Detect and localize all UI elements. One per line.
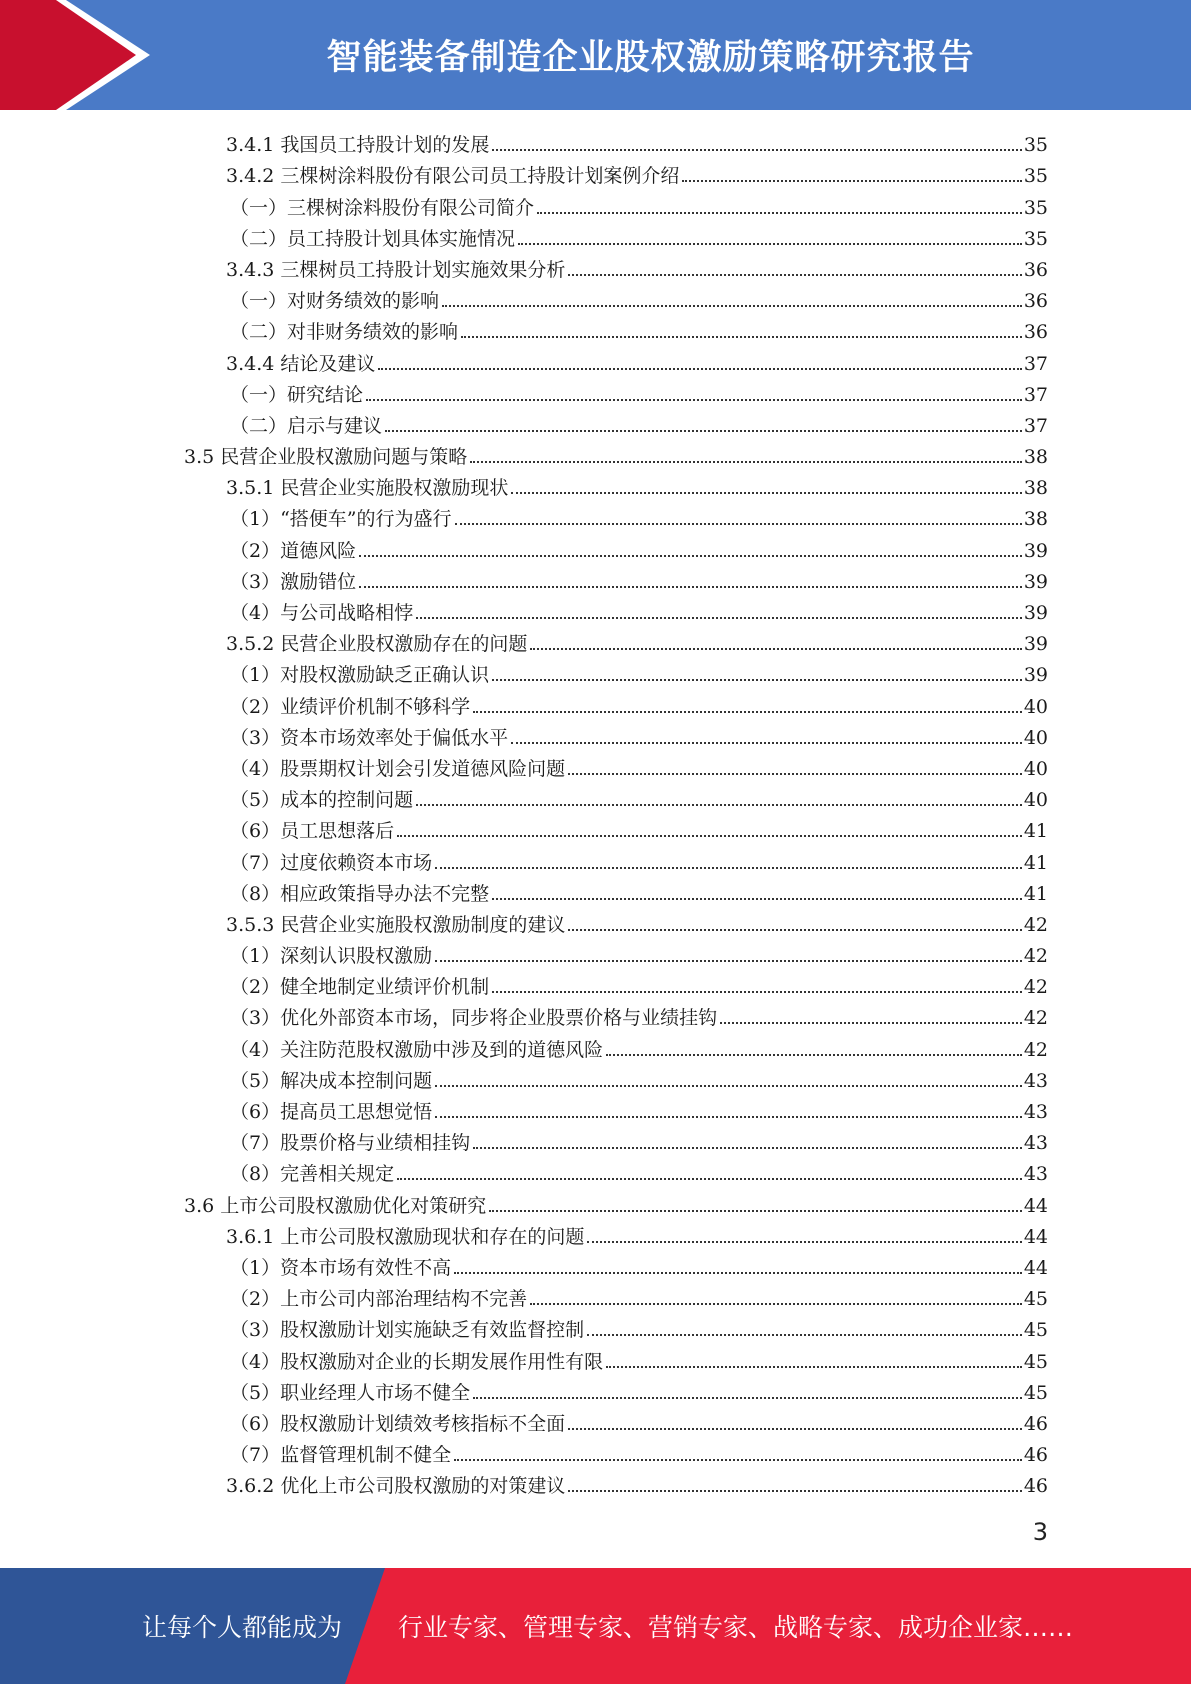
toc-entry[interactable] xyxy=(184,1469,1048,1500)
toc-entry[interactable] xyxy=(184,845,1048,876)
toc-entry-title: （5）职业经理人市场不健全 xyxy=(230,1381,471,1404)
toc-dot-leader xyxy=(416,617,1022,619)
toc-entry[interactable] xyxy=(184,1344,1048,1375)
toc-entry-page: 41 xyxy=(1023,820,1048,843)
toc-entry-title: （1）资本市场有效性不高 xyxy=(230,1256,452,1279)
toc-entry[interactable] xyxy=(184,190,1048,221)
toc-entry[interactable] xyxy=(184,1220,1048,1251)
toc-entry-title: （7）监督管理机制不健全 xyxy=(230,1444,452,1467)
toc-entry-page: 37 xyxy=(1023,352,1048,375)
toc-entry[interactable] xyxy=(184,1251,1048,1282)
toc-entry[interactable] xyxy=(184,128,1048,159)
toc-entry-page: 35 xyxy=(1023,165,1048,188)
toc-dot-leader xyxy=(397,1178,1022,1180)
toc-entry-title: （二）对非财务绩效的影响 xyxy=(230,321,459,344)
toc-entry[interactable] xyxy=(184,1376,1048,1407)
toc-entry-title: （7）股票价格与业绩相挂钩 xyxy=(230,1132,471,1155)
toc-entry-page: 45 xyxy=(1023,1350,1048,1373)
toc-entry-title: （4）关注防范股权激励中涉及到的道德风险 xyxy=(230,1038,604,1061)
toc-entry-page: 36 xyxy=(1023,321,1048,344)
page-footer xyxy=(0,1568,1191,1684)
toc-dot-leader xyxy=(530,648,1021,650)
page-header xyxy=(0,0,1191,110)
toc-dot-leader xyxy=(537,212,1022,214)
toc-entry-title: （7）过度依赖资本市场 xyxy=(230,851,433,874)
table-of-contents xyxy=(184,128,1048,1500)
toc-entry[interactable] xyxy=(184,159,1048,190)
toc-entry-page: 39 xyxy=(1023,664,1048,687)
toc-dot-leader xyxy=(397,835,1022,837)
toc-dot-leader xyxy=(568,929,1021,931)
toc-entry[interactable] xyxy=(184,1064,1048,1095)
toc-dot-leader xyxy=(489,1210,1022,1212)
toc-entry-page: 36 xyxy=(1023,290,1048,313)
toc-entry[interactable] xyxy=(184,596,1048,627)
toc-entry[interactable] xyxy=(184,970,1048,1001)
toc-entry[interactable] xyxy=(184,627,1048,658)
toc-entry-title: 3.5.2 民营企业股权激励存在的问题 xyxy=(226,633,528,656)
toc-entry-title: （一）对财务绩效的影响 xyxy=(230,290,440,313)
toc-entry-title: 3.6 上市公司股权激励优化对策研究 xyxy=(184,1194,487,1217)
toc-entry-title: （3）激励错位 xyxy=(230,570,357,593)
toc-entry-title: （1）对股权激励缺乏正确认识 xyxy=(230,664,490,687)
toc-entry[interactable] xyxy=(184,502,1048,533)
toc-entry[interactable] xyxy=(184,1188,1048,1219)
toc-entry-page: 45 xyxy=(1023,1319,1048,1342)
toc-entry[interactable] xyxy=(184,814,1048,845)
toc-entry-page: 38 xyxy=(1023,508,1048,531)
footer-slogan-right: 行业专家、管理专家、营销专家、战略专家、成功企业家…… xyxy=(398,1613,1074,1642)
toc-entry-page: 38 xyxy=(1023,477,1048,500)
toc-entry-title: （1）深刻认识股权激励 xyxy=(230,945,433,968)
toc-dot-leader xyxy=(492,679,1022,681)
toc-entry-page: 43 xyxy=(1023,1069,1048,1092)
toc-entry[interactable] xyxy=(184,689,1048,720)
toc-entry-title: （2）道德风险 xyxy=(230,539,357,562)
toc-entry[interactable] xyxy=(184,533,1048,564)
toc-entry-title: 3.5.1 民营企业实施股权激励现状 xyxy=(226,477,509,500)
toc-entry-title: （5）解决成本控制问题 xyxy=(230,1069,433,1092)
toc-entry-title: 3.6.2 优化上市公司股权激励的对策建议 xyxy=(226,1475,566,1498)
toc-dot-leader xyxy=(473,711,1022,713)
toc-entry-page: 42 xyxy=(1023,1038,1048,1061)
toc-dot-leader xyxy=(518,243,1022,245)
toc-entry-title: （1）“搭便车”的行为盛行 xyxy=(230,508,452,531)
toc-entry-page: 44 xyxy=(1023,1194,1048,1217)
toc-entry-title: （3）股权激励计划实施缺乏有效监督控制 xyxy=(230,1319,585,1342)
toc-dot-leader xyxy=(473,1397,1022,1399)
toc-entry-page: 41 xyxy=(1023,882,1048,905)
toc-entry-page: 42 xyxy=(1023,1007,1048,1030)
toc-entry-title: 3.4.4 结论及建议 xyxy=(226,352,376,375)
toc-entry-title: 3.6.1 上市公司股权激励现状和存在的问题 xyxy=(226,1225,585,1248)
toc-entry-page: 44 xyxy=(1023,1256,1048,1279)
toc-entry-page: 40 xyxy=(1023,726,1048,749)
toc-entry-page: 46 xyxy=(1023,1412,1048,1435)
toc-entry-title: （4）股权激励对企业的长期发展作用性有限 xyxy=(230,1350,604,1373)
toc-entry-page: 39 xyxy=(1023,602,1048,624)
toc-entry-title: （6）股权激励计划绩效考核指标不全面 xyxy=(230,1412,566,1435)
toc-dot-leader xyxy=(435,1116,1022,1118)
toc-dot-leader xyxy=(366,399,1022,401)
toc-dot-leader xyxy=(454,1459,1022,1461)
toc-entry-page: 43 xyxy=(1023,1132,1048,1155)
toc-entry-page: 41 xyxy=(1023,851,1048,874)
toc-entry[interactable] xyxy=(184,222,1048,253)
toc-dot-leader xyxy=(359,555,1022,557)
toc-entry-page: 36 xyxy=(1023,258,1048,281)
toc-dot-leader xyxy=(385,430,1022,432)
toc-entry-title: （一）三棵树涂料股份有限公司简介 xyxy=(230,196,535,219)
toc-entry[interactable] xyxy=(184,721,1048,752)
toc-dot-leader xyxy=(492,149,1021,151)
toc-entry-title: 3.4.2 三棵树涂料股份有限公司员工持股计划案例介绍 xyxy=(226,165,680,188)
toc-entry-page: 43 xyxy=(1023,1101,1048,1123)
toc-entry-title: （二）员工持股计划具体实施情况 xyxy=(230,227,516,250)
toc-dot-leader xyxy=(416,804,1022,806)
toc-entry-page: 42 xyxy=(1023,913,1048,936)
toc-entry-title: （5）成本的控制问题 xyxy=(230,789,414,812)
toc-entry-title: （4）与公司战略相悖 xyxy=(230,602,414,624)
toc-entry[interactable] xyxy=(184,1126,1048,1157)
toc-entry-page: 35 xyxy=(1023,227,1048,250)
toc-entry-page: 40 xyxy=(1023,757,1048,780)
toc-entry-page: 44 xyxy=(1023,1225,1048,1248)
toc-dot-leader xyxy=(473,1147,1022,1149)
toc-entry[interactable] xyxy=(184,939,1048,970)
toc-entry-title: （8）完善相关规定 xyxy=(230,1163,395,1186)
toc-dot-leader xyxy=(378,368,1021,370)
toc-dot-leader xyxy=(568,773,1022,775)
toc-entry[interactable] xyxy=(184,440,1048,471)
toc-entry[interactable] xyxy=(184,877,1048,908)
toc-entry-title: 3.4.3 三棵树员工持股计划实施效果分析 xyxy=(226,258,566,281)
toc-entry-title: （6）员工思想落后 xyxy=(230,820,395,843)
toc-entry[interactable] xyxy=(184,752,1048,783)
toc-entry[interactable] xyxy=(184,1095,1048,1126)
toc-entry-page: 38 xyxy=(1023,446,1048,469)
toc-entry-page: 39 xyxy=(1023,570,1048,593)
toc-entry[interactable] xyxy=(184,1407,1048,1438)
toc-entry-page: 37 xyxy=(1023,414,1048,437)
toc-entry[interactable] xyxy=(184,658,1048,689)
toc-entry-page: 35 xyxy=(1023,196,1048,219)
toc-dot-leader xyxy=(682,180,1021,182)
toc-entry[interactable] xyxy=(184,284,1048,315)
toc-dot-leader xyxy=(442,305,1022,307)
toc-dot-leader xyxy=(606,1054,1022,1056)
toc-entry[interactable] xyxy=(184,346,1048,377)
toc-entry[interactable] xyxy=(184,409,1048,440)
toc-dot-leader xyxy=(454,1272,1022,1274)
toc-entry[interactable] xyxy=(184,315,1048,346)
toc-dot-leader xyxy=(435,960,1022,962)
toc-dot-leader xyxy=(568,1490,1021,1492)
toc-entry-title: （4）股票期权计划会引发道德风险问题 xyxy=(230,757,566,780)
toc-entry[interactable] xyxy=(184,783,1048,814)
toc-entry[interactable] xyxy=(184,1438,1048,1469)
toc-entry-title: 3.4.1 我国员工持股计划的发展 xyxy=(226,134,490,157)
document-title: 智能装备制造企业股权激励策略研究报告 xyxy=(326,38,975,78)
toc-entry-page: 35 xyxy=(1023,134,1048,157)
toc-entry-title: （2）健全地制定业绩评价机制 xyxy=(230,976,490,999)
toc-dot-leader xyxy=(720,1022,1022,1024)
toc-dot-leader xyxy=(511,742,1022,744)
toc-entry-page: 45 xyxy=(1023,1381,1048,1404)
toc-entry-page: 43 xyxy=(1023,1163,1048,1186)
toc-entry[interactable] xyxy=(184,378,1048,409)
toc-entry[interactable] xyxy=(184,565,1048,596)
toc-entry-page: 46 xyxy=(1023,1475,1048,1498)
footer-slogan-left: 让每个人都能成为 xyxy=(142,1613,343,1642)
toc-entry-page: 37 xyxy=(1023,383,1048,406)
toc-entry-page: 42 xyxy=(1023,945,1048,968)
toc-dot-leader xyxy=(568,274,1021,276)
toc-entry-title: （6）提高员工思想觉悟 xyxy=(230,1101,433,1123)
toc-entry-page: 46 xyxy=(1023,1444,1048,1467)
toc-dot-leader xyxy=(435,1085,1022,1087)
toc-entry-page: 45 xyxy=(1023,1288,1048,1311)
toc-entry-page: 39 xyxy=(1023,633,1048,656)
toc-entry-page: 40 xyxy=(1023,695,1048,718)
toc-entry[interactable] xyxy=(184,1313,1048,1344)
toc-entry-title: 3.5 民营企业股权激励问题与策略 xyxy=(184,446,468,469)
toc-dot-leader xyxy=(530,1303,1022,1305)
toc-dot-leader xyxy=(470,461,1022,463)
toc-entry[interactable] xyxy=(184,253,1048,284)
page-number: 3 xyxy=(1032,1518,1048,1546)
toc-entry-title: （一）研究结论 xyxy=(230,383,364,406)
toc-entry[interactable] xyxy=(184,1032,1048,1063)
toc-entry[interactable] xyxy=(184,471,1048,502)
toc-entry[interactable] xyxy=(184,1157,1048,1188)
toc-entry-title: （2）上市公司内部治理结构不完善 xyxy=(230,1288,528,1311)
toc-dot-leader xyxy=(359,586,1022,588)
toc-entry-title: （3）资本市场效率处于偏低水平 xyxy=(230,726,509,749)
toc-entry[interactable] xyxy=(184,1001,1048,1032)
toc-entry-title: （8）相应政策指导办法不完整 xyxy=(230,882,490,905)
toc-entry-title: （2）业绩评价机制不够科学 xyxy=(230,695,471,718)
toc-entry-page: 42 xyxy=(1023,976,1048,999)
toc-entry-title: （二）启示与建议 xyxy=(230,414,383,437)
toc-dot-leader xyxy=(568,1428,1022,1430)
toc-dot-leader xyxy=(461,336,1022,338)
toc-dot-leader xyxy=(455,523,1022,525)
toc-dot-leader xyxy=(587,1241,1021,1243)
toc-entry[interactable] xyxy=(184,908,1048,939)
toc-dot-leader xyxy=(492,991,1022,993)
toc-entry[interactable] xyxy=(184,1282,1048,1313)
toc-dot-leader xyxy=(511,492,1021,494)
toc-dot-leader xyxy=(606,1366,1022,1368)
toc-dot-leader xyxy=(492,898,1022,900)
toc-entry-page: 40 xyxy=(1023,789,1048,812)
toc-dot-leader xyxy=(435,867,1022,869)
toc-entry-title: 3.5.3 民营企业实施股权激励制度的建议 xyxy=(226,913,566,936)
toc-entry-page: 39 xyxy=(1023,539,1048,562)
toc-dot-leader xyxy=(587,1334,1022,1336)
toc-entry-title: （3）优化外部资本市场，同步将企业股票价格与业绩挂钩 xyxy=(230,1007,718,1030)
red-chevron-icon xyxy=(0,0,160,110)
